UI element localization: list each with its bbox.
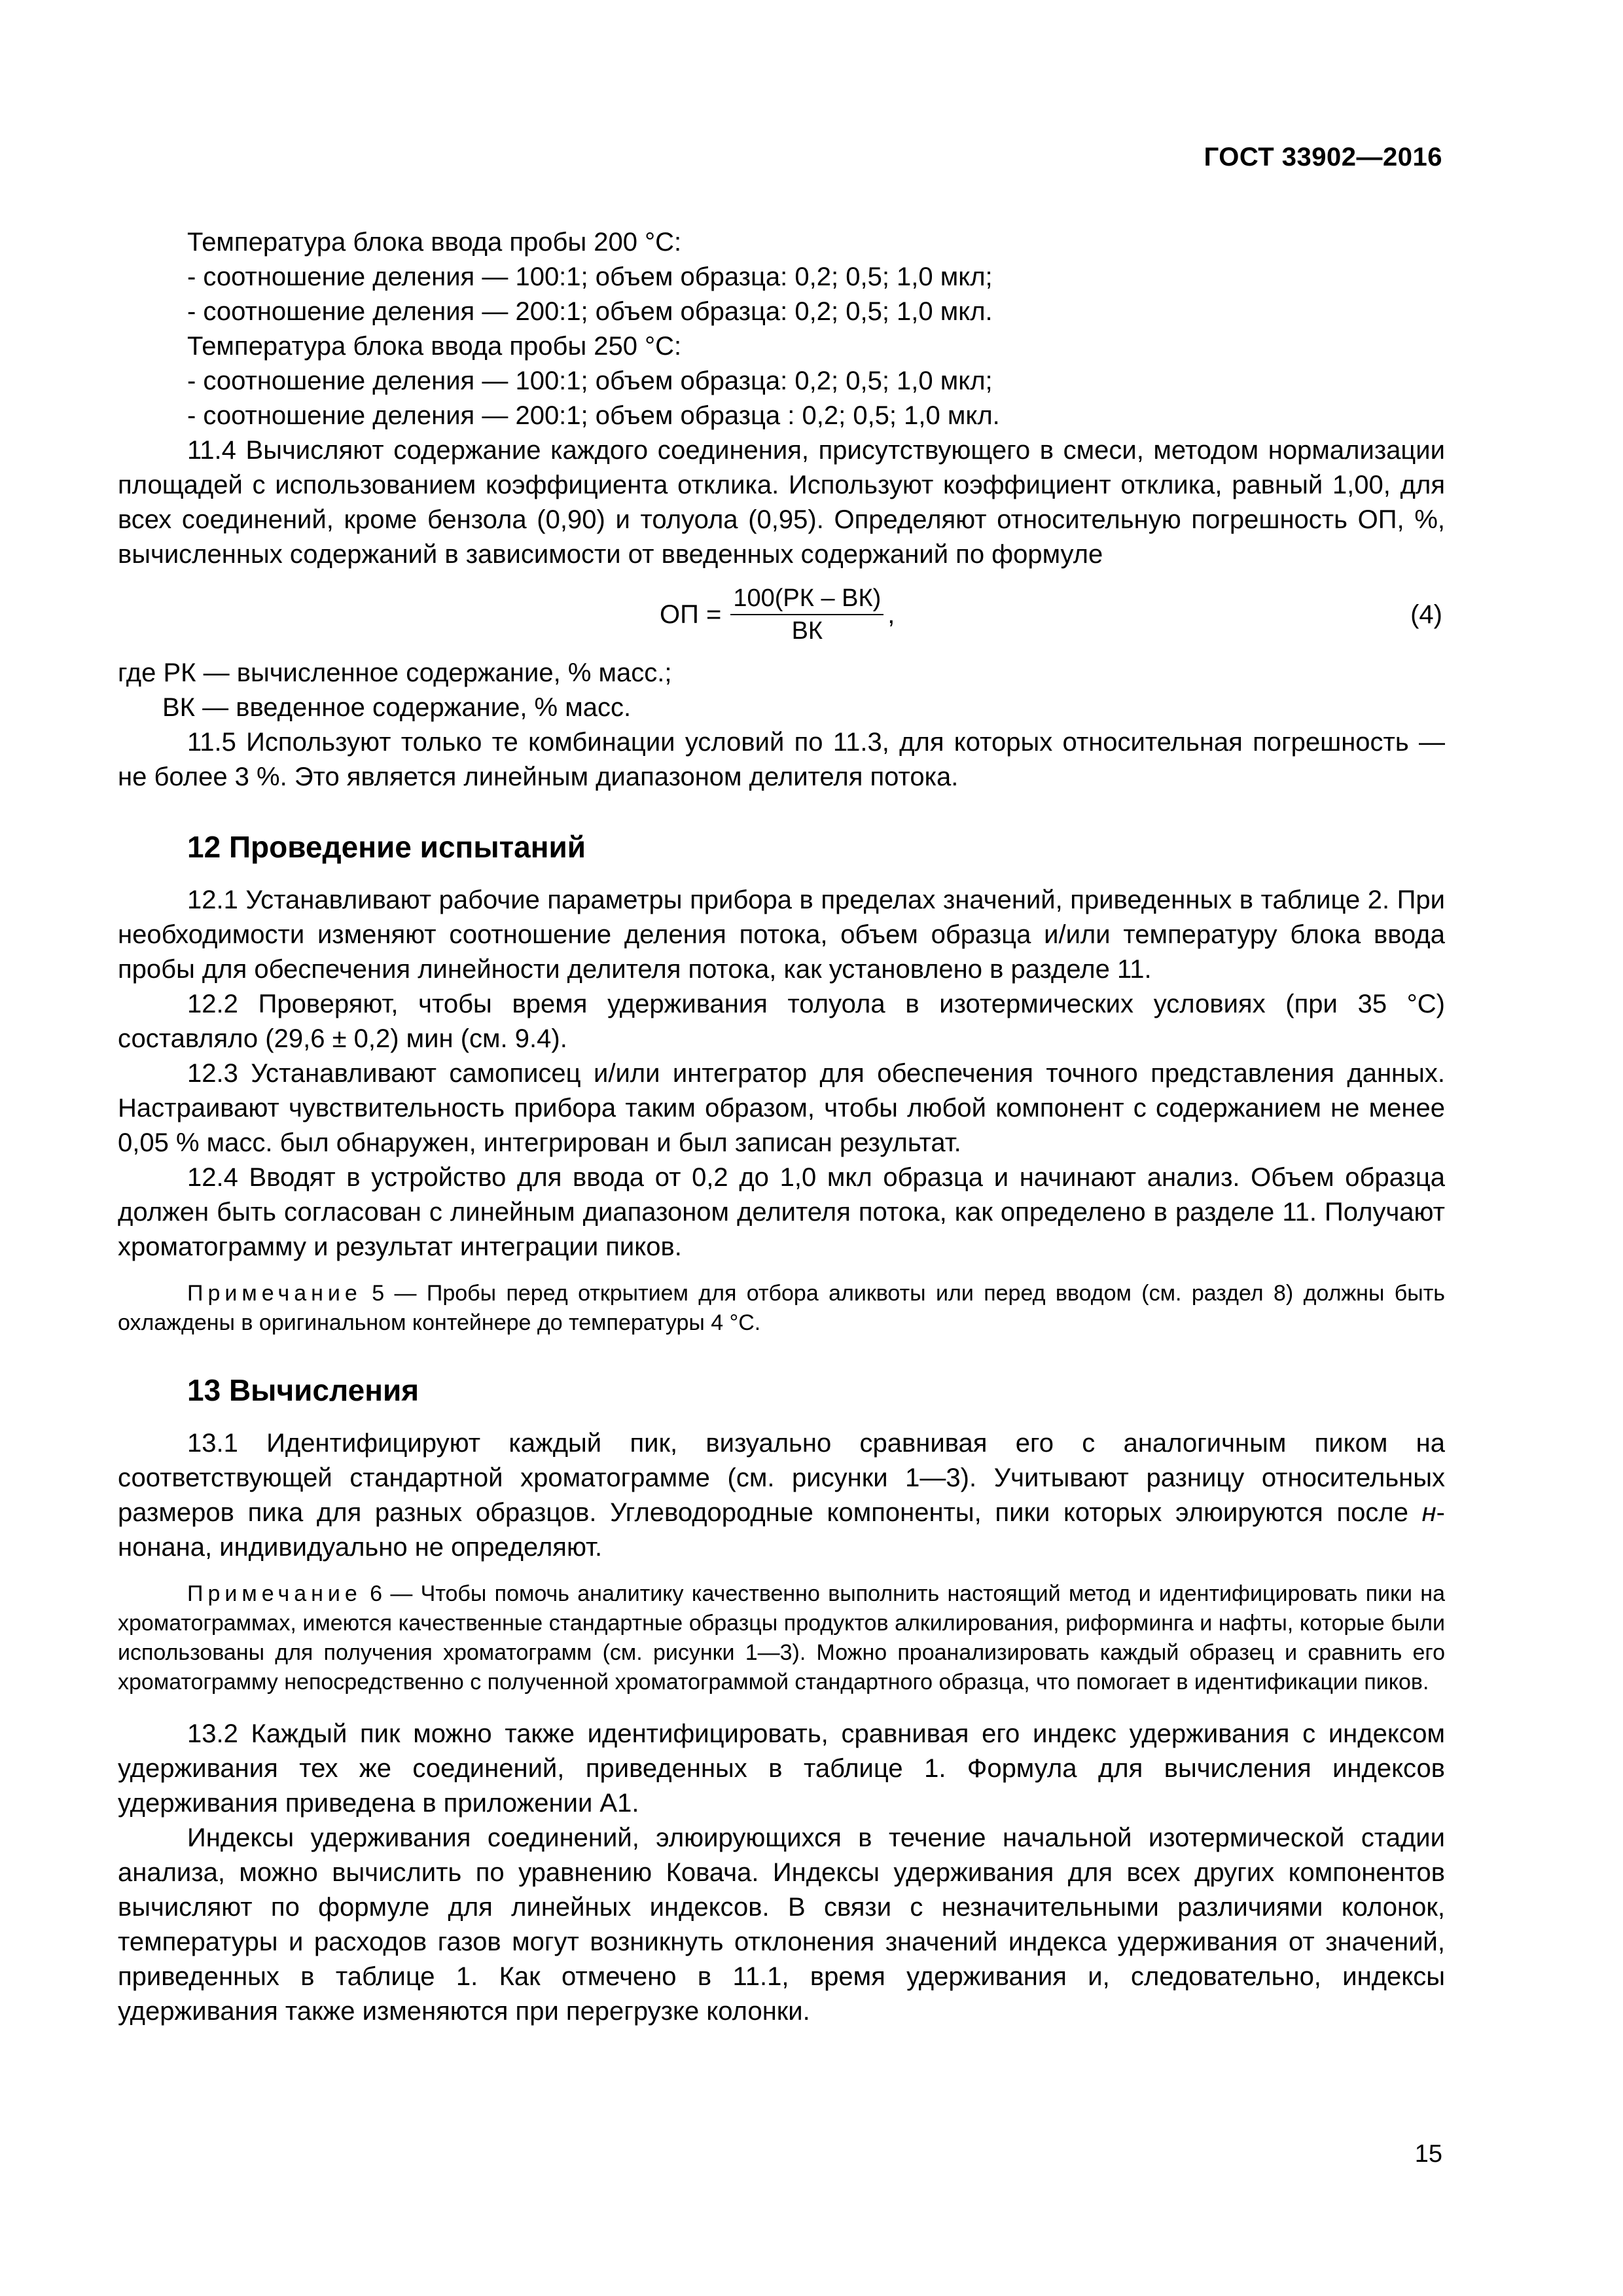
paragraph-13-1-part: -нонана, индивидуально не определяют. <box>118 1498 1445 1562</box>
note-label: Примечание <box>187 1281 362 1306</box>
paragraph-13-1-part: 13.1 Идентифицируют каждый пик, визуально сравнивая его с аналогичным пиком на соответствующей стандартной хроматограмме (см. рисунки 1—3). Учитывают разницу относительных размеров пика для разных образцов. Углеводородные компоненты, пики которых элюируются после <box>118 1429 1445 1527</box>
note-5 <box>118 1279 1445 1338</box>
text-line: - соотношение деления — 200:1; объем образца : 0,2; 0,5; 1,0 мкл. <box>187 401 1000 430</box>
note-text: 6 — Чтобы помочь аналитику качественно выполнить настоящий метод и идентифицировать пики на хроматограммах, имеются качественные стандартные образцы продуктов алкилирования, риформинга и нафты, которые были использованы для получения хроматограмм (см. рисунки 1—3). Можно проанализировать каждый образец и сравнить его хроматограмму непосредственно с полученной хроматограммой стандартного образца, что помогает в идентификации пиков. <box>118 1581 1445 1695</box>
paragraph-13-2-continued: Индексы удерживания соединений, элюирующихся в течение начальной изотермической стадии анализа, можно вычислить по уравнению Ковача. Индексы удерживания для всех других компонентов вычисляют по формуле для линейных индексов. В связи с незначительными различиями колонок, температуры и расходов газов могут возникнуть отклонения значений индекса удерживания от значений, приведенных в таблице 1. Как отмечено в 11.1, время удерживания и, следовательно, индексы удерживания также изменяются при перегрузке колонки. <box>118 1823 1445 2026</box>
note-6 <box>118 1579 1445 1697</box>
formula-number: (4) <box>1410 600 1442 629</box>
paragraph-12-3: 12.3 Устанавливают самописец и/или интегратор для обеспечения точного представления данных. Настраивают чувствительность прибора таким образом, чтобы любой компонент с содержанием не менее 0,05 % масс. был обнаружен, интегрирован и был записан результат. <box>118 1059 1445 1157</box>
note-label: Примечание <box>187 1581 362 1606</box>
paragraph-12-2: 12.2 Проверяют, чтобы время удерживания толуола в изотермических условиях (при 35 °С) составляло (29,6 ± 0,2) мин (см. 9.4). <box>118 990 1445 1053</box>
text-line: - соотношение деления — 200:1; объем образца: 0,2; 0,5; 1,0 мкл. <box>187 297 993 326</box>
paragraph-13-1-italic: н <box>1421 1498 1436 1527</box>
formula-4 <box>118 580 1445 652</box>
formula-numerator: 100(РК – ВК) <box>730 584 883 615</box>
document-id: ГОСТ 33902—2016 <box>1204 143 1442 171</box>
section-heading-13: 13 Вычисления <box>187 1373 419 1407</box>
formula-fraction <box>730 584 883 645</box>
text-line: - соотношение деления — 100:1; объем образца: 0,2; 0,5; 1,0 мкл; <box>187 367 993 395</box>
formula-comma: , <box>887 600 895 629</box>
paragraph-11-4: 11.4 Вычисляют содержание каждого соединения, присутствующего в смеси, методом нормализации площадей с использованием коэффициента отклика. Используют коэффициент отклика, равный 1,00, для всех соединений, кроме бензола (0,90) и толуола (0,95). Определяют относительную погрешность ОП, %, вычисленных содержаний в зависимости от введенных содержаний по формуле <box>118 436 1445 569</box>
text-line: Температура блока ввода пробы 200 °С: <box>187 228 682 257</box>
paragraph-12-1: 12.1 Устанавливают рабочие параметры прибора в пределах значений, приведенных в таблице 2. При необходимости изменяют соотношение деления потока, объем образца и/или температуру блока ввода пробы для обеспечения линейности делителя потока, как установлено в разделе 11. <box>118 886 1445 984</box>
note-text: 5 — Пробы перед открытием для отбора аликвоты или перед вводом (см. раздел 8) должны быть охлаждены в оригинальном контейнере до температуры 4 °С. <box>118 1281 1445 1335</box>
paragraph-12-4: 12.4 Вводят в устройство для ввода от 0,2 до 1,0 мкл образца и начинают анализ. Объем образца должен быть согласован с линейным диапазоном делителя потока, как определено в разделе 11. Получают хроматограмму и результат интеграции пиков. <box>118 1163 1445 1261</box>
section-heading-12: 12 Проведение испытаний <box>187 830 586 864</box>
formula-body <box>660 584 895 645</box>
paragraph-13-1 <box>118 1426 1445 1565</box>
paragraph-11-5: 11.5 Используют только те комбинации условий по 11.3, для которых относительная погрешность — не более 3 %. Это является линейным диапазоном делителя потока. <box>118 728 1445 791</box>
where-line-1: где РК — вычисленное содержание, % масс.; <box>118 658 672 687</box>
spacer <box>118 1697 1445 1717</box>
formula-denominator: ВК <box>791 617 823 645</box>
text-line: - соотношение деления — 100:1; объем образца: 0,2; 0,5; 1,0 мкл; <box>187 262 993 291</box>
page-number: 15 <box>1414 2140 1442 2168</box>
formula-lhs: ОП = <box>660 600 722 629</box>
where-line-2: ВК — введенное содержание, % масс. <box>162 693 632 722</box>
paragraph-13-2: 13.2 Каждый пик можно также идентифицировать, сравнивая его индекс удерживания с индексом удерживания тех же соединений, приведенных в таблице 1. Формула для вычисления индексов удерживания приведена в приложении А1. <box>118 1719 1445 1818</box>
document-body <box>118 225 1445 2029</box>
text-line: Температура блока ввода пробы 250 °С: <box>187 332 682 361</box>
